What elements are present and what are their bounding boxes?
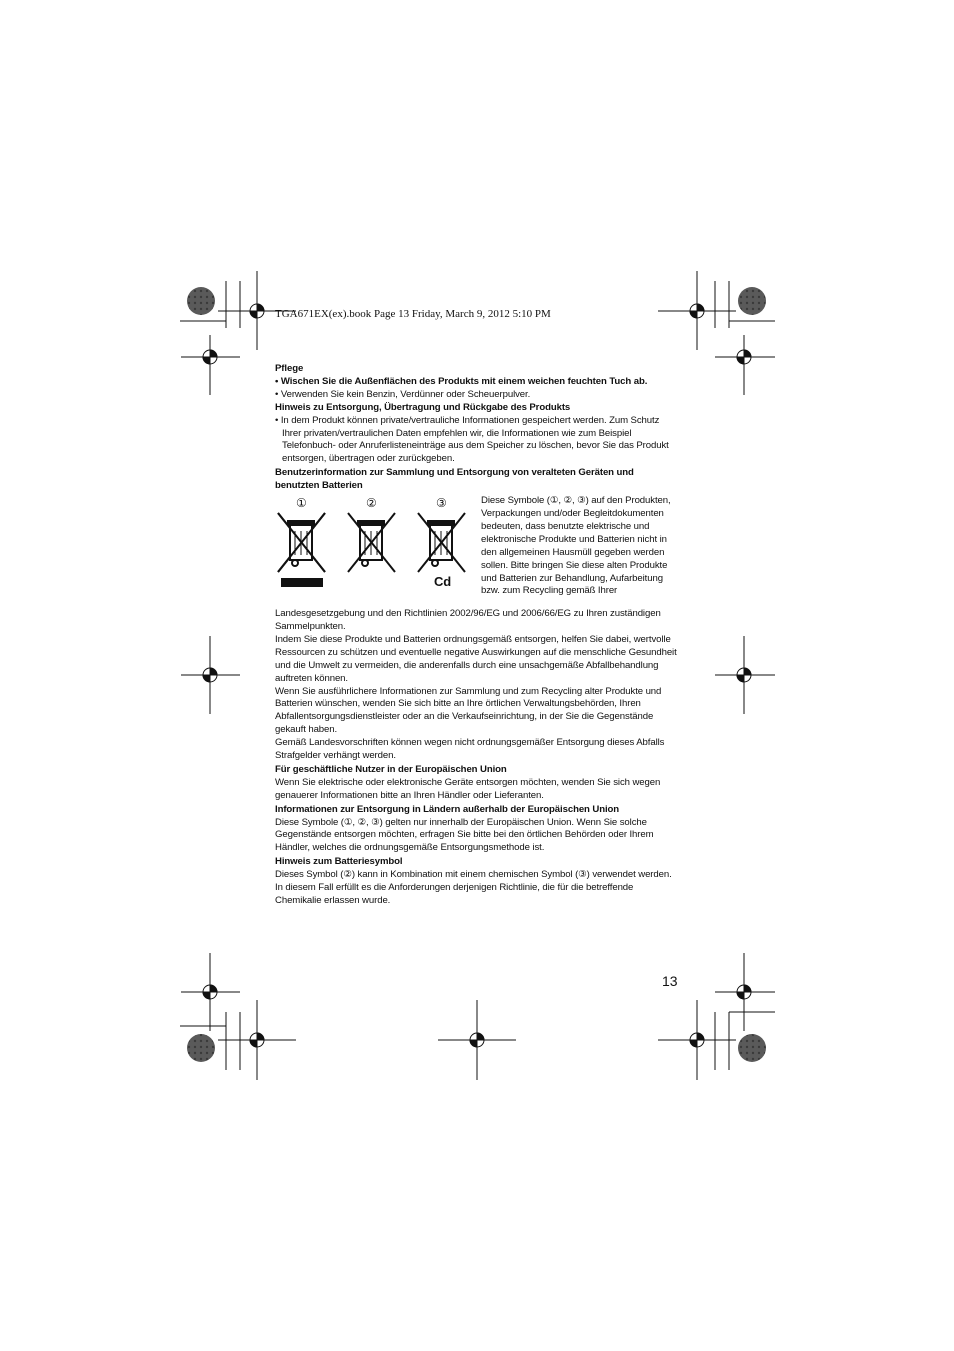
registration-target-icon xyxy=(250,304,264,318)
symbol-label-1: ① xyxy=(296,496,307,511)
disposal-symbols xyxy=(275,495,475,605)
page-content xyxy=(275,363,680,908)
heading-benutzerinformation: Benutzerinformation zur Sammlung und Entsorgung von veralteten Geräten und benutzten Batterien xyxy=(275,467,634,492)
heading-geschaeftliche-nutzer: Für geschäftliche Nutzer in der Europäischen Union xyxy=(275,763,507,775)
page-number: 13 xyxy=(662,973,678,989)
benutzer-para-4: Gemäß Landesvorschriften können wegen nicht ordnungsgemäßer Entsorgung dieses Abfalls Strafgelder verhängt werden. xyxy=(275,737,665,762)
crossed-bin-icon xyxy=(278,513,325,572)
symbol-description: Diese Symbole (①, ②, ③) auf den Produkten, Verpackungen und/oder Begleitdokumenten bedeuten, dass benutzte elektrische und elektronische Produkte und Batterien nicht in den allgemeinen Hausmüll gegeben werden sollen. Bitte bringen Sie diese alten Produkte und Batterien zur Behandlung, Aufarbeitung bzw. zum Recycling gemäß Ihrer xyxy=(481,495,671,597)
benutzer-para-1-cont: Landesgesetzgebung und den Richtlinien 2002/96/EG und 2006/66/EG zu Ihren zuständigen Sammelpunkten. xyxy=(275,608,661,632)
hinweis-bullet-1: • In dem Produkt können private/vertrauliche Informationen gespeichert werden. Zum Schutz Ihrer privaten/vertraulichen Daten empfehlen wir, die Informationen wie zum Beispiel Telefonbuch- oder Anruferlisteneinträge aus dem Speicher zu löschen, bevor Sie das Produkt entsorgen, übertragen oder zurückgeben. xyxy=(275,414,669,465)
heading-hinweis-entsorgung: Hinweis zu Entsorgung, Übertragung und Rückgabe des Produkts xyxy=(275,401,571,413)
symbol-label-3: ③ xyxy=(436,496,447,511)
geschaeft-text: Wenn Sie elektrische oder elektronische Geräte entsorgen möchten, wenden Sie sich wegen genauerer Informationen bitte an Ihren Händler oder Lieferanten. xyxy=(275,776,661,801)
book-header: TGA671EX(ex).book Page 13 Friday, March 9, 2012 5:10 PM xyxy=(275,308,551,320)
benutzer-para-3: Wenn Sie ausführlichere Informationen zur Sammlung und zum Recycling alter Produkte und Batterien wünschen, wenden Sie sich bitte an Ihre örtlichen Verwaltungsbehörden, Ihren Abfallentsorgungsdienstleister oder an die Verkaufseinrichtung, in der Sie die Gegenstände gekauft haben. xyxy=(275,685,662,736)
crossed-bin-battery-icon xyxy=(348,513,395,572)
chemical-symbol-cd: Cd xyxy=(434,574,452,590)
crossed-bin-chemical-icon xyxy=(418,513,465,572)
heading-ausserhalb-eu: Informationen zur Entsorgung in Ländern außerhalb der Europäischen Union xyxy=(275,803,620,815)
benutzer-para-2: Indem Sie diese Produkte und Batterien ordnungsgemäß entsorgen, helfen Sie dabei, wertvolle Ressourcen zu schützen und eventuelle negative Auswirkungen auf die menschliche Gesundheit und die Umwelt zu vermeiden, die anderenfalls durch eine unsachgemäße Abfallbehandlung auftreten können. xyxy=(275,633,677,684)
disposal-symbols-block xyxy=(275,495,680,608)
pflege-bullet-1: • Wischen Sie die Außenflächen des Produkts mit einem weichen feuchten Tuch ab. xyxy=(275,375,648,387)
heading-pflege: Pflege xyxy=(275,363,304,374)
symbol-label-2: ② xyxy=(366,496,377,511)
batterie-text: Dieses Symbol (②) kann in Kombination mit einem chemischen Symbol (③) verwendet werden. In diesem Fall erfüllt es die Anforderungen derjenigen Richtlinie, die für die betreffende Chemikalie erlassen wurde. xyxy=(275,869,672,906)
heading-batteriesymbol: Hinweis zum Batteriesymbol xyxy=(275,856,403,868)
ausserhalb-text: Diese Symbole (①, ②, ③) gelten nur innerhalb der Europäischen Union. Wenn Sie solche Gegenstände entsorgen möchten, erfragen Sie bitte bei den örtlichen Behörden oder Ihrem Händler, welches die ordnungsgemäße Entsorgungsmethode ist. xyxy=(275,816,654,854)
pflege-bullet-2: • Verwenden Sie kein Benzin, Verdünner oder Scheuerpulver. xyxy=(275,388,531,400)
